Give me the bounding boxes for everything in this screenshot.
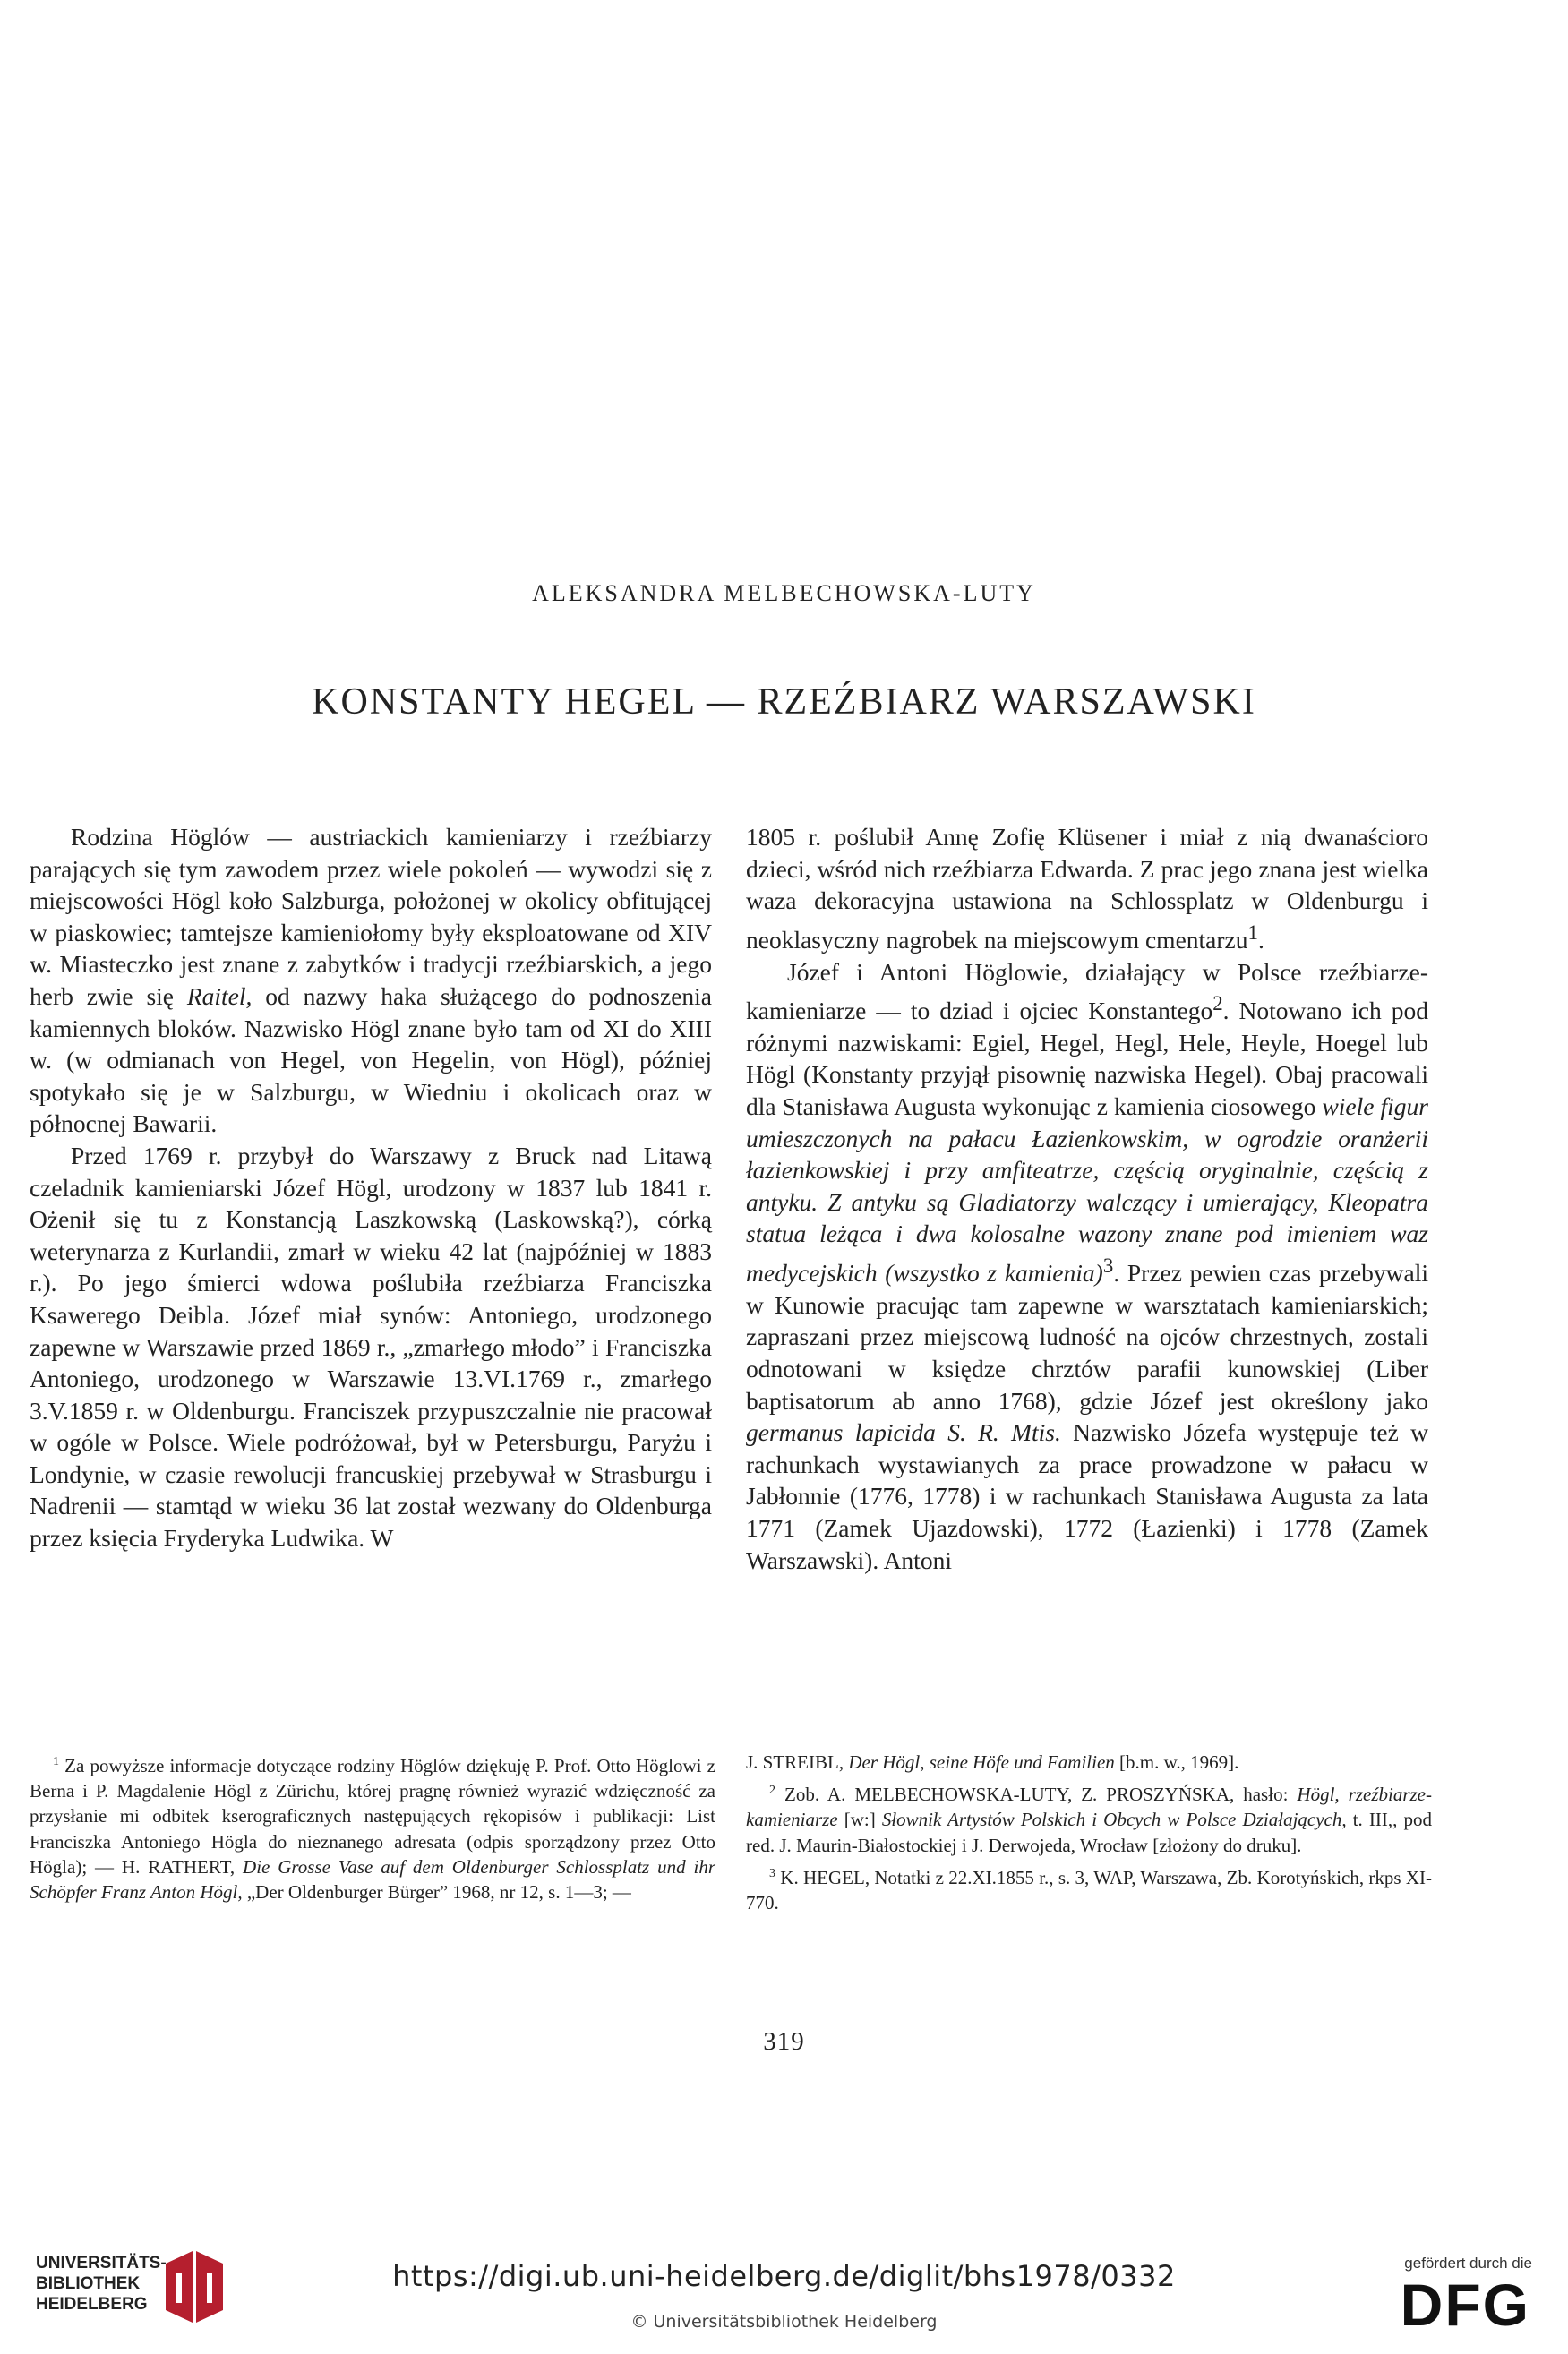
- article-author: ALEKSANDRA MELBECHOWSKA-LUTY: [532, 580, 1036, 606]
- copyright-notice: © Universitätsbibliothek Heidelberg: [630, 2312, 938, 2332]
- footnote-ref: 2: [1212, 992, 1223, 1015]
- footnote: $^1$ Za powyższe informacje dotyczące rodziny Höglów dziękuję P. Prof. Otto Höglowi z Berna i P. Magdalenie Högl z Zürichu, której pragnę również wyrazić wdzięczność za przysłanie mi odbitek kserograficznych następujących rękopisów i publikacji: List Franciszka Antoniego Högla do nieznanego adresata (odpis sporządzony przez Otto Högla); — H. RATHERT, Die Grosse Vase auf dem Oldenburger Schlossplatz und ihr Schöpfer Franz Anton Högl, „Der Oldenburger Bürger” 1968, nr 12, s. 1—3; —: [30, 1755, 715, 1904]
- paragraph: Józef i Antoni Höglowie, działający w Polsce rzeźbiarze-kamieniarze — to dziad i ojciec Konstantego$^2$. Notowano ich pod różnymi nazwiskami: Egiel, Hegel, Hegl, Hele, Heyle, Hoegel lub Högl (Konstanty przyjął pisownię nazwiska Hegel). Obaj pracowali dla Stanisława Augusta wykonując z kamienia ciosowego wiele figur umieszczonych na pałacu Łazienkowskim, w ogrodzie oranżerii łazienkowskiej i przy amfiteatrze, częścią oryginalnie, częścią z antyku. Z antyku są Gladiatorzy walczący i umierający, Kleopatra statua leżąca i dwa kolosalne wazony znane pod imieniem waz medycejskich (wszystko z kamienia)$^3$. Przez pewien czas przebywali w Kunowie pracując tam zapewne w warsztatach kamieniarskich; zapraszani przez miejscową ludność na ojców chrzestnych, zostali odnotowani w księdze chrztów parafii kunowskiej (Liber baptisatorum ab anno 1768), gdzie Józef jest określony jako germanus lapicida S. R. Mtis. Nazwisko Józefa występuje też w rachunkach wystawianych za prace prowadzone w pałacu w Jabłonnie (1776, 1778) i w rachunkach Stanisława Augusta za lata 1771 (Zamek Ujazdowski), 1772 (Łazienki) i 1778 (Zamek Warszawski). Antoni: [746, 957, 1428, 1574]
- footnote: $^3$ K. HEGEL, Notatki z 22.XI.1855 r., s. 3, WAP, Warszawa, Zb. Korotyńskich, rkps XI-770.: [746, 1866, 1432, 1914]
- footnotes-right: [746, 1750, 1432, 1919]
- left-text-column: [30, 821, 712, 1554]
- page-number: 319: [763, 2027, 805, 2056]
- footnote-ref: 3: [1102, 1254, 1114, 1278]
- university-library-logo[interactable]: UNIVERSITÄTS- BIBLIOTHEK HEIDELBERG: [36, 2246, 242, 2332]
- footnote: $^2$ Zob. A. MELBECHOWSKA-LUTY, Z. PROSZYŃSKA, hasło: Högl, rzeźbiarze-kamieniarze [w:] Słownik Artystów Polskich i Obcych w Polsce Działających, t. III,, pod red. J. Maurin-Białostockiej i J. Derwojeda, Wrocław [złożony do druku].: [746, 1784, 1432, 1856]
- footnotes-left: [30, 1750, 715, 1908]
- footnote: J. STREIBL, Der Högl, seine Höfe und Familien [b.m. w., 1969].: [746, 1751, 1239, 1773]
- footnote-ref: 1: [1247, 920, 1258, 944]
- paragraph: 1805 r. poślubił Annę Zofię Klüsener i miał z nią dwanaścioro dzieci, wśród nich rzeźbiarza Edwarda. Z prac jego znana jest wielka waza dekoracyjna ustawiona na Schlossplatz w Oldenburgu i neoklasyczny nagrobek na miejscowym cmentarzu$^1$.: [746, 823, 1428, 954]
- funding-label: gefördert durch die: [1404, 2255, 1532, 2272]
- paragraph: Przed 1769 r. przybył do Warszawy z Bruck nad Litawą czeladnik kamieniarski Józef Högl, urodzony w 1837 lub 1841 r. Ożenił się tu z Konstancją Laszkowską (Laskowską?), córką weterynarza z Kurlandii, zmarł w wieku 42 lat (najpóźniej w 1883 r.). Po jego śmierci wdowa poślubiła rzeźbiarza Franciszka Ksawerego Deibla. Józef miał synów: Antoniego, urodzonego zapewne w Warszawie przed 1869 r., „zmarłego młodo” i Franciszka Antoniego, urodzonego w Warszawie 13.VI.1769 r., zmarłego 3.V.1859 r. w Oldenburgu. Franciszek przypuszczalnie nie pracował w ogóle w Polsce. Wiele podróżował, był w Petersburgu, Paryżu i Londynie, w czasie rewolucji francuskiej przebywał w Strasburgu i Nadrenii — stamtąd w wieku 36 lat został wezwany do Oldenburga przez księcia Fryderyka Ludwika. W: [30, 1141, 712, 1553]
- article-title: KONSTANTY HEGEL — RZEŹBIARZ WARSZAWSKI: [312, 681, 1256, 723]
- permalink-url[interactable]: https://digi.ub.uni-heidelberg.de/diglit/bhs1978/0332: [392, 2259, 1176, 2293]
- dfg-logo[interactable]: DFG: [1400, 2272, 1530, 2338]
- paragraph: Rodzina Höglów — austriackich kamieniarzy i rzeźbiarzy parających się tym zawodem przez wiele pokoleń — wywodzi się z miejscowości Högl koło Salzburga, położonej w okolicy obfitującej w piaskowiec; tamtejsze kamieniołomy były eksploatowane od XIV w. Miasteczko jest znane z zabytków i tradycji rzeźbiarskich, a jego herb zwie się Raitel, od nazwy haka służącego do podnoszenia kamiennych bloków. Nazwisko Högl znane było tam od XI do XIII w. (w odmianach von Hegel, von Hegelin, von Högl), później spotykało się je w Salzburgu, w Wiedniu i okolicach oraz w północnej Bawarii.: [30, 823, 712, 1138]
- right-text-column: [746, 821, 1428, 1576]
